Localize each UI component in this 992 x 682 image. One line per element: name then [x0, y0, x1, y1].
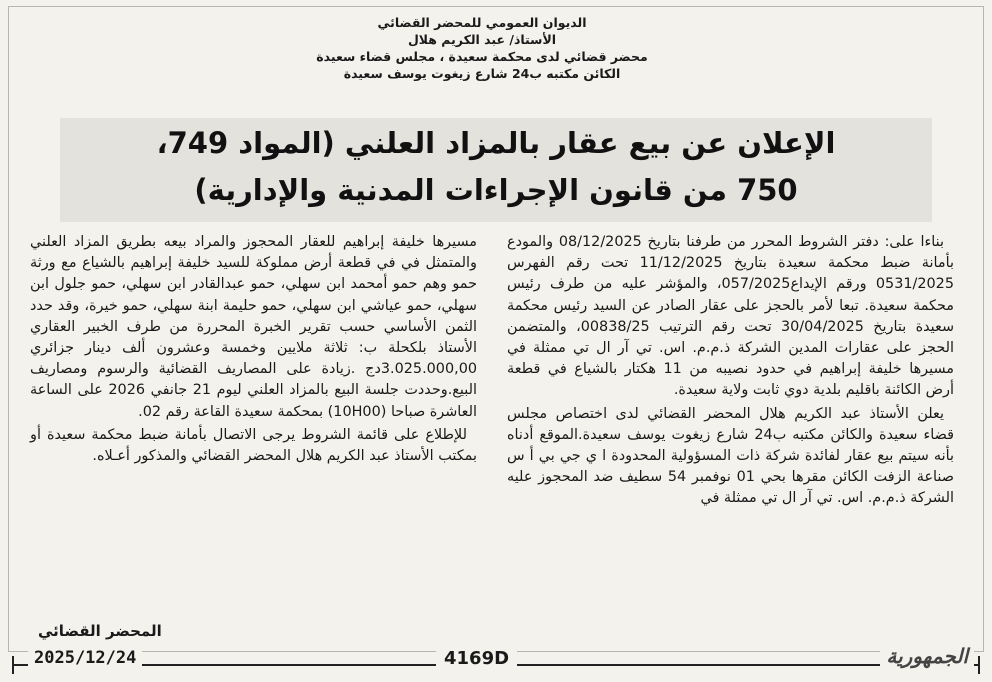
announcement-title [150, 120, 842, 214]
body-column-right [507, 232, 954, 510]
signature: المحضر القضائي [38, 622, 162, 640]
footer-ad-code: 4169D [436, 648, 517, 669]
header-court: محضر قضائي لدى محكمة سعيدة ، مجلس قضاء سعيدة [316, 49, 648, 64]
page-footer [0, 642, 992, 682]
header-office-name: الديوان العمومي للمحضر القضائي [377, 15, 587, 30]
title-line-2: 750 من قانون الإجراءات المدنية والإدارية) [194, 173, 798, 207]
footer-date: 2025/12/24 [28, 648, 142, 668]
footer-tick-left [12, 656, 14, 674]
header-bailiff-name: الأستاذ/ عبد الكريم هلال [407, 32, 557, 47]
office-header [272, 14, 692, 82]
paragraph-contact: للإطلاع على قائمة الشروط يرجى الاتصال بأمانة ضبط محكمة سعيدة أو بمكتب الأستاذ عبد الكريم هلال المحضر القضائي والمذكور أعـلاه. [30, 426, 477, 465]
header-address: الكائن مكتبه ب24 شارع زيغوت يوسف سعيدة [343, 66, 621, 81]
footer-tick-right [978, 656, 980, 674]
newspaper-logo: الجمهورية [880, 644, 974, 668]
body-column-left [30, 232, 477, 467]
paragraph-notice: يعلن الأستاذ عبد الكريم هلال المحضر القضائي لدى اختصاص مجلس قضاء سعيدة والكائن مكتبه ب24 شارع زيغوت يوسف سعيدة.الموقع أدناه بأنه سيتم بيع عقار لفائدة شركة ذات المسؤولية المحدودة ا ي جي بي أ س صناعة الزفت الكائن مقرها بحي 01 نوفمبر 54 سطيف ضد المحجوز عليه الشركة ذ.م.م. اس. تي آر ال تي ممثلة في [507, 405, 954, 507]
title-line-1: الإعلان عن بيع عقار بالمزاد العلني (المواد 749، [156, 126, 836, 160]
paragraph-property: مسيرها خليفة إبراهيم للعقار المحجوز والمراد بيعه بطريق المزاد العلني والمتمثل في في قطعة أرض مملوكة للسيد خليفة إبراهيم بالشياع مع ورثة حمو وهم حمو أمحمد ابن سهلي، حمو عبدالقادر ابن سهلي، حمو جلول ابن سهلي، حمو عياشي ابن سهلي، حمو حليمة ابنة سهلي، حمو خيرة، وقد حدد الثمن الأساسي حسب تقرير الخبرة المحررة من طرف الخبير العقاري الأستاذ بلكحلة ب: ثلاثة ملايين وخمسة وعشرون ألف دينار جزائري 3.025.000,00دج .زيادة على المصاريف القضائية والرسوم ومصاريف البيع.وحددت جلسة البيع بالمزاد العلني ليوم 21 جانفي 2026 على الساعة العاشرة صباحا (10H00) بمحكمة سعيدة القاعة رقم 02. [30, 234, 477, 420]
paragraph-basis: بناءا على: دفتر الشروط المحرر من طرفنا بتاريخ 08/12/2025 والمودع بأمانة ضبط محكمة سعيدة بتاريخ 11/12/2025 تحت رقم الفهرس 0531/2025 ورقم الإيداع057/2025، والمؤشر عليه من طرف رئيس محكمة سعيدة. تبعا لأمر بالحجز على عقار الصادر عن السيد رئيس محكمة سعيدة بتاريخ 30/04/2025 تحت رقم الترتيب 00838/25، والمتضمن الحجز على عقارات المدين الشركة ذ.م.م. اس. تي آر ال تي ممثلة في مسيرها خليفة إبراهيم في حدود نصيبه من 11 هكتار بالشياع في قطعة أرض الكائنة باقليم بلدية دوي ثابت ولاية سعيدة. [507, 234, 955, 399]
